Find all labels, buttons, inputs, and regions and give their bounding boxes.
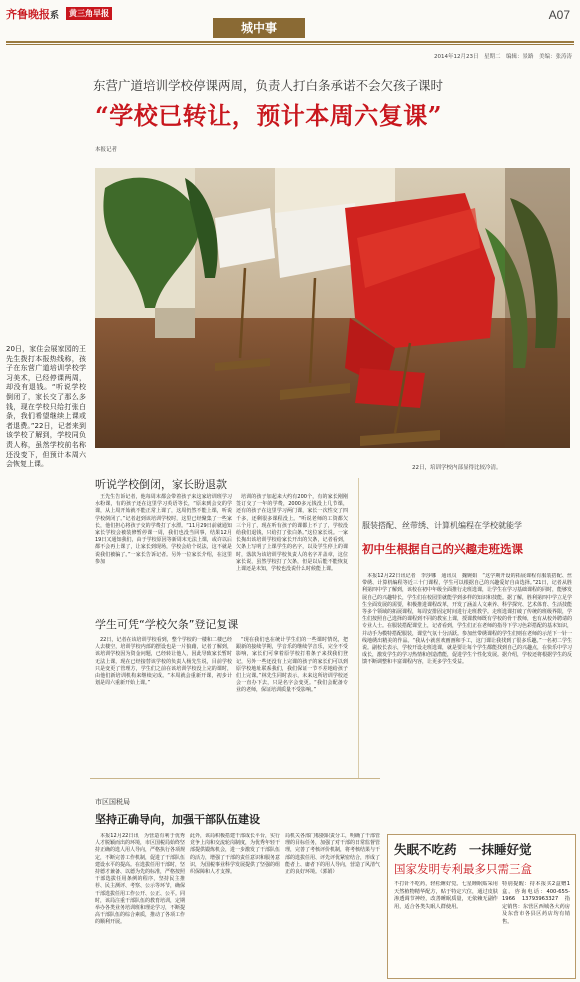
page-number: A07 <box>548 8 570 22</box>
divider <box>90 778 380 779</box>
byline: 本报记者 <box>95 147 118 153</box>
kicker: 东营广道培训学校停课两周，负责人打白条承诺不会欠孩子课时 <box>93 78 444 93</box>
section-title: 城中事 <box>213 18 305 38</box>
column-divider <box>358 478 359 778</box>
news-photo <box>95 168 570 448</box>
dateline: 2014年12月23日 星期二 编辑：景路 美编：张涛涛 <box>434 54 572 60</box>
advertisement <box>387 834 576 979</box>
ad-subtitle: 国家发明专利最多只需三盒 <box>394 862 532 876</box>
section-4-body: 本报12月22日讯记者 李莎娜 通讯员 魏婉娟 “这学期开设的拓展课程有服装搭配、丝带绣、计算机编程等近三十门课程，学生可以根据自己的兴趣爱好自由选择。”21日，记者从胜利第四中学了解到，该校在初中年级全面推行走班选课，让学生在学习基础课程的同时，能够发展自己的兴趣特长，学生们在校园里就能学到多样的知识和技能。据了解，胜利第四中学立足学生全面发展的需要，积极推进课程改革，开发了涵盖人文素养、科学探究、艺术体育、生活技能等多个领域的拓展课程，每周安排固定时间进行走班教学。走班选课打破了传统的班级界限，学生们按照自己选择的课程到不同的教室上课，授课教师既有学校的骨干教师，也有从校外聘请的专业人士。在服装搭配课堂上，记者看到，学生们正在老师的指导下学习色彩搭配的基本知识，并动手为模特搭配服装，课堂气氛十分活跃。参加丝带绣课程的学生们则在老师的示范下一针一线地绣出精美的作品。“我从小就喜欢画画和手工，这门课让我找到了很多乐趣。”一名初二学生说。副校长表示，学校开设走班选课，就是要让每个学生都能找到自己的兴趣点，在快乐中学习成长，激发学生的学习热情和创造潜能，促进学生个性化发展。据介绍，学校还将根据学生的反馈不断调整和丰富课程内容，让更多学生受益。 <box>362 573 572 666</box>
section-heading-3: 坚持正确导向，加强干部队伍建设 <box>95 813 260 826</box>
section-heading-2: 学生可凭“学校欠条”登记复课 <box>95 618 239 631</box>
section-3-column-1: 本报12月22日讯 为营造有利于优秀人才脱颖而出的环境，市区国税局始终坚持正确的选人用人导向，严格执行各项规定，不断完善工作机制，促进了干部队伍建设水平的提高。在选拔任用干部时，坚持德才兼备、以德为先的标准，严格按照干部选拔任用条例的程序，坚持民主推荐、民主测评、考察、公示等环节，确保干部选拔任用工作公开、公正、公平。同时，该局注重干部队伍的教育培训，定期举办各类业务培训班和理论学习，不断提高干部队伍的综合素质，推动了各项工作的顺利开展。 <box>95 833 185 926</box>
section-2-column-1: 22日，记者在该培训学校看到，整个学校的一楼和二楼已经人去楼空，培训学校内部的摆设也是一片狼藉，记者了解到，该培训学校因为资金问题，已经转让他人，因此导致家长暂时无法上课，现在已经接替该学校的负责人杨先生说，目前学校只是变更了管理方，学生们之前在该培训学校没上完的课时，由他们新培训机构来继续完成。“本周就会重新开课，初步计划是周六重新开始上课。” <box>95 637 232 687</box>
ad-body-left: 不打针不吃药，轻松睡好觉。七星睡眠贴采用天然植物精华配方，贴于特定穴位，通过皮肤渗透调节神经，改善睡眠质量，无依赖无副作用，适合各类失眠人群使用。 <box>394 881 498 910</box>
series-label: 黄三角早报 <box>66 7 112 20</box>
photo-illustration <box>95 168 570 448</box>
lead-paragraph: 20日，家住会展家园的王先生拨打本报热线称，孩子在东营广道培训学校学习美术，已经停课两周，却没有退钱。“听说学校倒闭了，家长交了那么多钱，现在学校只给打张白条，我们希望继续上课或者退费。”22日，记者来到该学校了解到，学校同负责人称，虽然学校前名称还没变下，但预计本周六会恢复上课。 <box>6 345 86 469</box>
section-heading-1: 听说学校倒闭，家长盼退款 <box>95 478 227 491</box>
top-rule-thin <box>6 44 574 45</box>
section-2-column-2: “现在我们也在统计学生们的一些课时情况，把跟新的接续学期，学音乐的继续学音乐，完全不受影响，家长们可拿着原学校打着条子来找我们登记，另外一些还没有上完课的孩子的家长们可以到原学校地址联系我们，我们保证一节不差地给孩子们上完课。”林先生同时表示，未来这所培训学校还会一直办下去，只是名字会变更。“我们会配备专业的老师，保证培训质量不受影响。” <box>236 637 348 694</box>
ad-body-right: 特别提醒：持本报买2盒赠1盒。咨询电话：400-655-1966 13793963327 指定销售：东营区西城各大药房及东营市各县区药店均有销售。 <box>502 881 570 925</box>
masthead <box>6 6 576 40</box>
section-1-column-1: 王先生告诉记者，他每周末都会带着孩子来这家培训班学习水粉课，有的孩子还在这里学习英语等长，“原来到会交的学课，从上周开始就不能正常上课了，这周仍然不能上课，听说学校倒闭了。”记者赶到该培训学校时，这里已经聚集了一些家长，他们担心将孩子交的学费打了水漂。“11月29日前就通知家长学校会被装修暂停课一周，我们也没当回事，结果12月19日又通知我们，由于学校原因等新周末无法上课，或许以后都不会再上课了，让家长到现场，学校会给个说法，这不就是说我们被骗了。”一家长告诉记者。另外一位家长介绍，在这里参加 <box>95 494 232 565</box>
section-3-column-2: 此外，该局积极搭建干部成长平台，实行竞争上岗和交流轮岗制度，为优秀年轻干部提供锻炼机会，进一步激发了干部队伍的活力，增强了干部的责任意识和服务意识，为国税事业科学发展提供了坚强的组织保障和人才支撑。 <box>190 833 280 876</box>
photo-caption: 22日，培训学校内部显得比较冷清。 <box>412 465 502 471</box>
ad-title: 失眠不吃药 一抹睡好觉 <box>394 842 532 857</box>
section-1-column-2: 培训的孩子加起来大约有200个，有的家长刚刚签订交了一年的学费，2000多元钱没上几节课，还有的孩子在这里学习两门课，家长一次性交了四千多，还剩很多课程没上。“听说老师的工资都欠三个月了，现在听有孩子的课都上不了了，学校没给我们退钱，只给打了张白条。”这位家长说。一家长掏出该培训学校给家长开出的欠条，记者看到，欠条上写明了上课学生的名字，以及学生停上的课时，落款为该培训学校负责人的名字并盖章，这位家长说，虽然学校打了欠条，但是以后能不能恢复上课还是未知，学校也没说什么时候能上课。 <box>236 494 348 573</box>
section-4-kicker: 服装搭配、丝带绣、计算机编程在学校就能学 <box>362 521 522 530</box>
newspaper-logo: 齐鲁晚报系 <box>6 8 60 21</box>
headline: “学校已转让，预计本周六复课” <box>95 101 443 130</box>
section-3-column-3: 局机关各部门根据职责分工，明确了干部管理的目标任务，加强了对干部的日常监督管理，完善了考核评价机制，将考核结果与干部的选拔任用、评先评优紧密结合，形成了能者上、庸者下的用人导向，营造了风清气正的良好环境。（郭娟） <box>285 833 380 876</box>
top-rule <box>6 41 574 43</box>
section-4-title: 初中生根据自己的兴趣走班选课 <box>362 542 523 556</box>
section-3-tag: 市区国税局 <box>95 798 130 806</box>
